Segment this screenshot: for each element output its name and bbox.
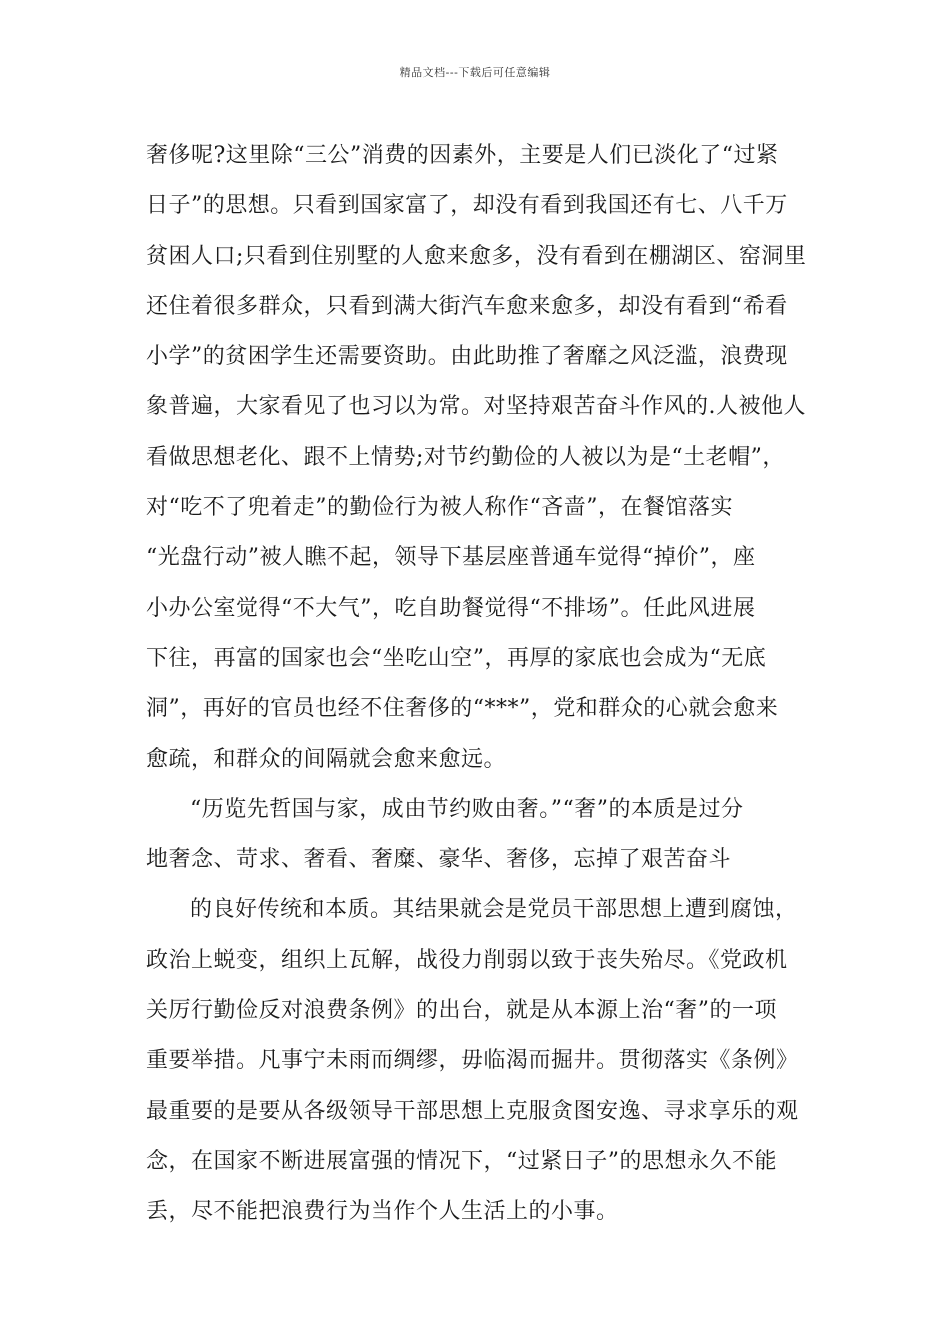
text-line: 看做思想老化、跟不上情势;对节约勤俭的人被以为是“土老帽”， (146, 444, 785, 470)
text-line: 对“吃不了兜着走”的勤俭行为被人称作“吝啬”，在餐馆落实 (146, 495, 733, 521)
page-header: 精品文档---下载后可任意编辑 (399, 66, 551, 79)
text-line: 洞”，再好的官员也经不住奢侈的“***”，党和群众的心就会愈来 (146, 696, 779, 722)
text-line: 重要举措。凡事宁未雨而绸缪，毋临渴而掘井。贯彻落实《条例》 (146, 1048, 799, 1074)
body-text (146, 131, 806, 1238)
text-line: 念，在国家不断进展富强的情况下，“过紧日子”的思想永久不能 (146, 1148, 777, 1174)
paragraph-first-line: 的良好传统和本质。其结果就会是党员干部思想上遭到腐蚀， (190, 897, 798, 923)
text-line: 关厉行勤俭反对浪费条例》的出台，就是从本源上治“奢”的一项 (146, 998, 777, 1024)
text-line: 下往，再富的国家也会“坐吃山空”，再厚的家底也会成为“无底 (146, 645, 767, 671)
text-line: 日子”的思想。只看到国家富了，却没有看到我国还有七、八千万 (146, 193, 788, 219)
paragraph-first-line: “历览先哲国与家，成由节约败由奢。”“奢”的本质是过分 (190, 796, 744, 822)
text-line: 小学”的贫困学生还需要资助。由此助推了奢靡之风泛滥，浪费现 (146, 344, 788, 370)
text-line: 还住着很多群众，只看到满大街汽车愈来愈多，却没有看到“希看 (146, 293, 788, 319)
text-line: “光盘行动”被人瞧不起，领导下基层座普通车觉得“掉价”，座 (146, 545, 756, 571)
text-line: 愈疏，和群众的间隔就会愈来愈远。 (146, 746, 507, 772)
text-line: 象普遍，大家看见了也习以为常。对坚持艰苦奋斗作风的.人被他人 (146, 394, 806, 420)
text-line: 最重要的是要从各级领导干部思想上克服贪图安逸、寻求享乐的观 (146, 1098, 799, 1124)
text-line: 小办公室觉得“不大气”，吃自助餐觉得“不排场”。任此风进展 (146, 595, 756, 621)
text-line: 丢，尽不能把浪费行为当作个人生活上的小事。 (146, 1199, 619, 1225)
text-line: 贫困人口;只看到住别墅的人愈来愈多，没有看到在棚湖区、窑洞里 (146, 243, 807, 269)
text-line: 政治上蜕变，组织上瓦解，战役力削弱以致于丧失殆尽。《党政机 (146, 947, 788, 973)
text-line: 奢侈呢?这里除“三公”消费的因素外，主要是人们已淡化了“过紧 (146, 143, 779, 168)
text-line: 地奢念、苛求、奢看、奢糜、豪华、奢侈，忘掉了艰苦奋斗 (146, 847, 732, 873)
